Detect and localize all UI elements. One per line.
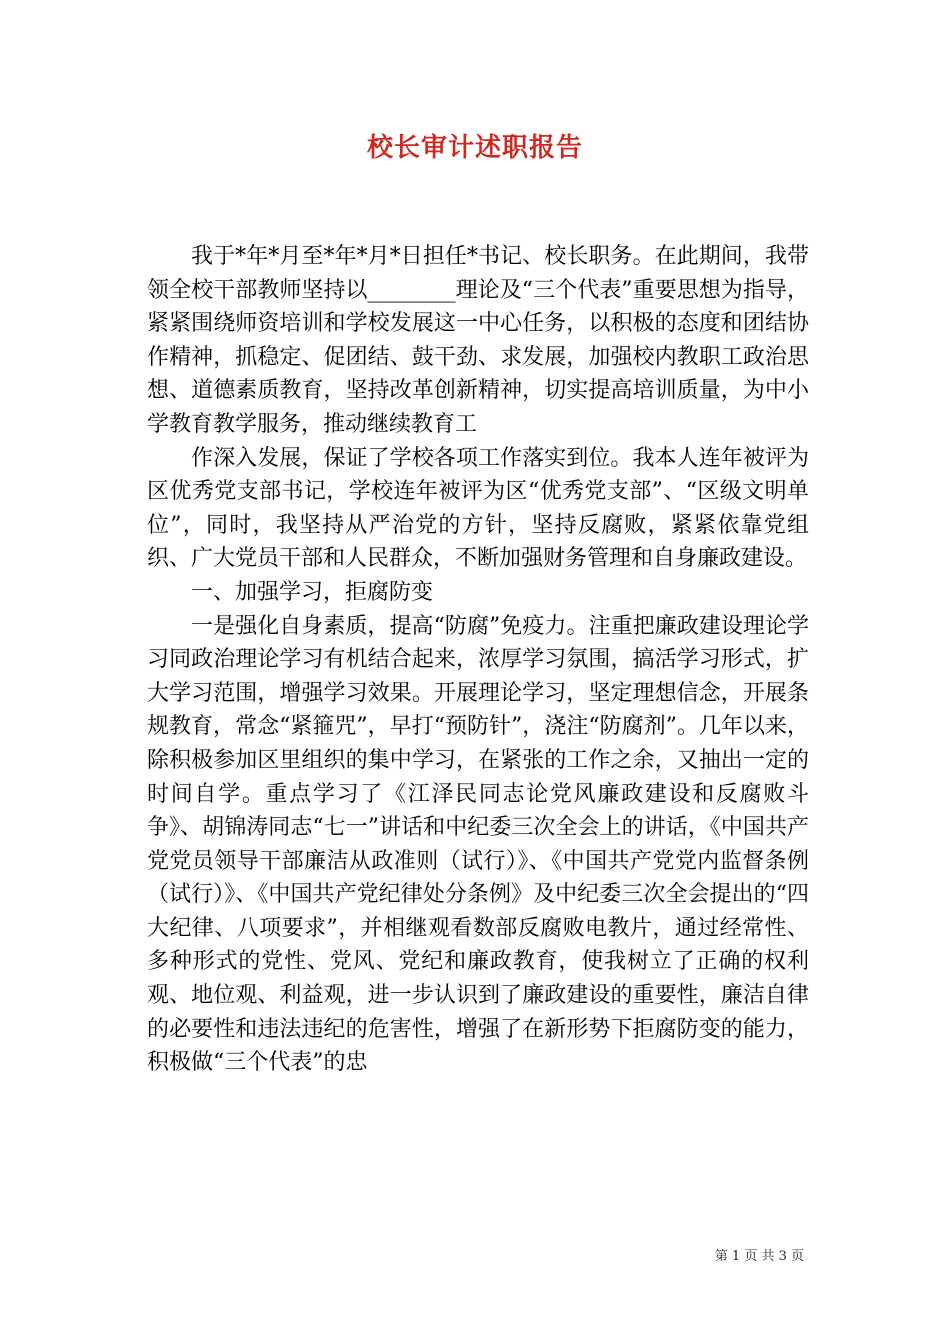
page-indicator: 第 1 页 共 3 页 [714, 1249, 804, 1264]
paragraph-continuation: 作深入发展，保证了学校各项工作落实到位。我本人连年被评为区优秀党支部书记，学校连年被评为区“优秀党支部”、“区级文明单位”，同时，我坚持从严治党的方针，坚持反腐败，紧紧依靠党组织、广大党员干部和人民群众，不断加强财务管理和自身廉政建设。 [147, 445, 809, 572]
paragraph-intro: 我于*年*月至*年*月*日担任*书记、校长职务。在此期间，我带领全校干部教师坚持以________理论及“三个代表”重要思想为指导，紧紧围绕师资培训和学校发展这一中心任务，以积极的态度和团结协作精神，抓稳定、促团结、鼓干劲、求发展，加强校内教职工政治思想、道德素质教育，坚持改革创新精神，切实提高培训质量，为中小学教育教学服务，推动继续教育工 [147, 244, 809, 437]
document-title: 校长审计述职报告 [366, 133, 583, 163]
document-body [147, 240, 809, 1080]
paragraph-section-1: 一是强化自身素质，提高“防腐”免疫力。注重把廉政建设理论学习同政治理论学习有机结合起来，浓厚学习氛围，搞活学习形式，扩大学习范围，增强学习效果。开展理论学习，坚定理想信念，开展条规教育，常念“紧箍咒”，早打“预防针”，浇注“防腐剂”。几年以来，除积极参加区里组织的集中学习，在紧张的工作之余，又抽出一定的时间自学。重点学习了《江泽民同志论党风廉政建设和反腐败斗争》、胡锦涛同志“七一”讲话和中纪委三次全会上的讲话，《中国共产党党员领导干部廉洁从政准则（试行）》、《中国共产党党内监督条例（试行）》、《中国共产党纪律处分条例》及中纪委三次全会提出的“四大纪律、八项要求”，并相继观看数部反腐败电教片，通过经常性、多种形式的党性、党风、党纪和廉政教育，使我树立了正确的权利观、地位观、利益观，进一步认识到了廉政建设的重要性，廉洁自律的必要性和违法违纪的危害性，增强了在新形势下拒腐防变的能力，积极做“三个代表”的忠 [147, 613, 809, 1076]
section-heading-1: 一、加强学习，拒腐防变 [191, 579, 434, 605]
